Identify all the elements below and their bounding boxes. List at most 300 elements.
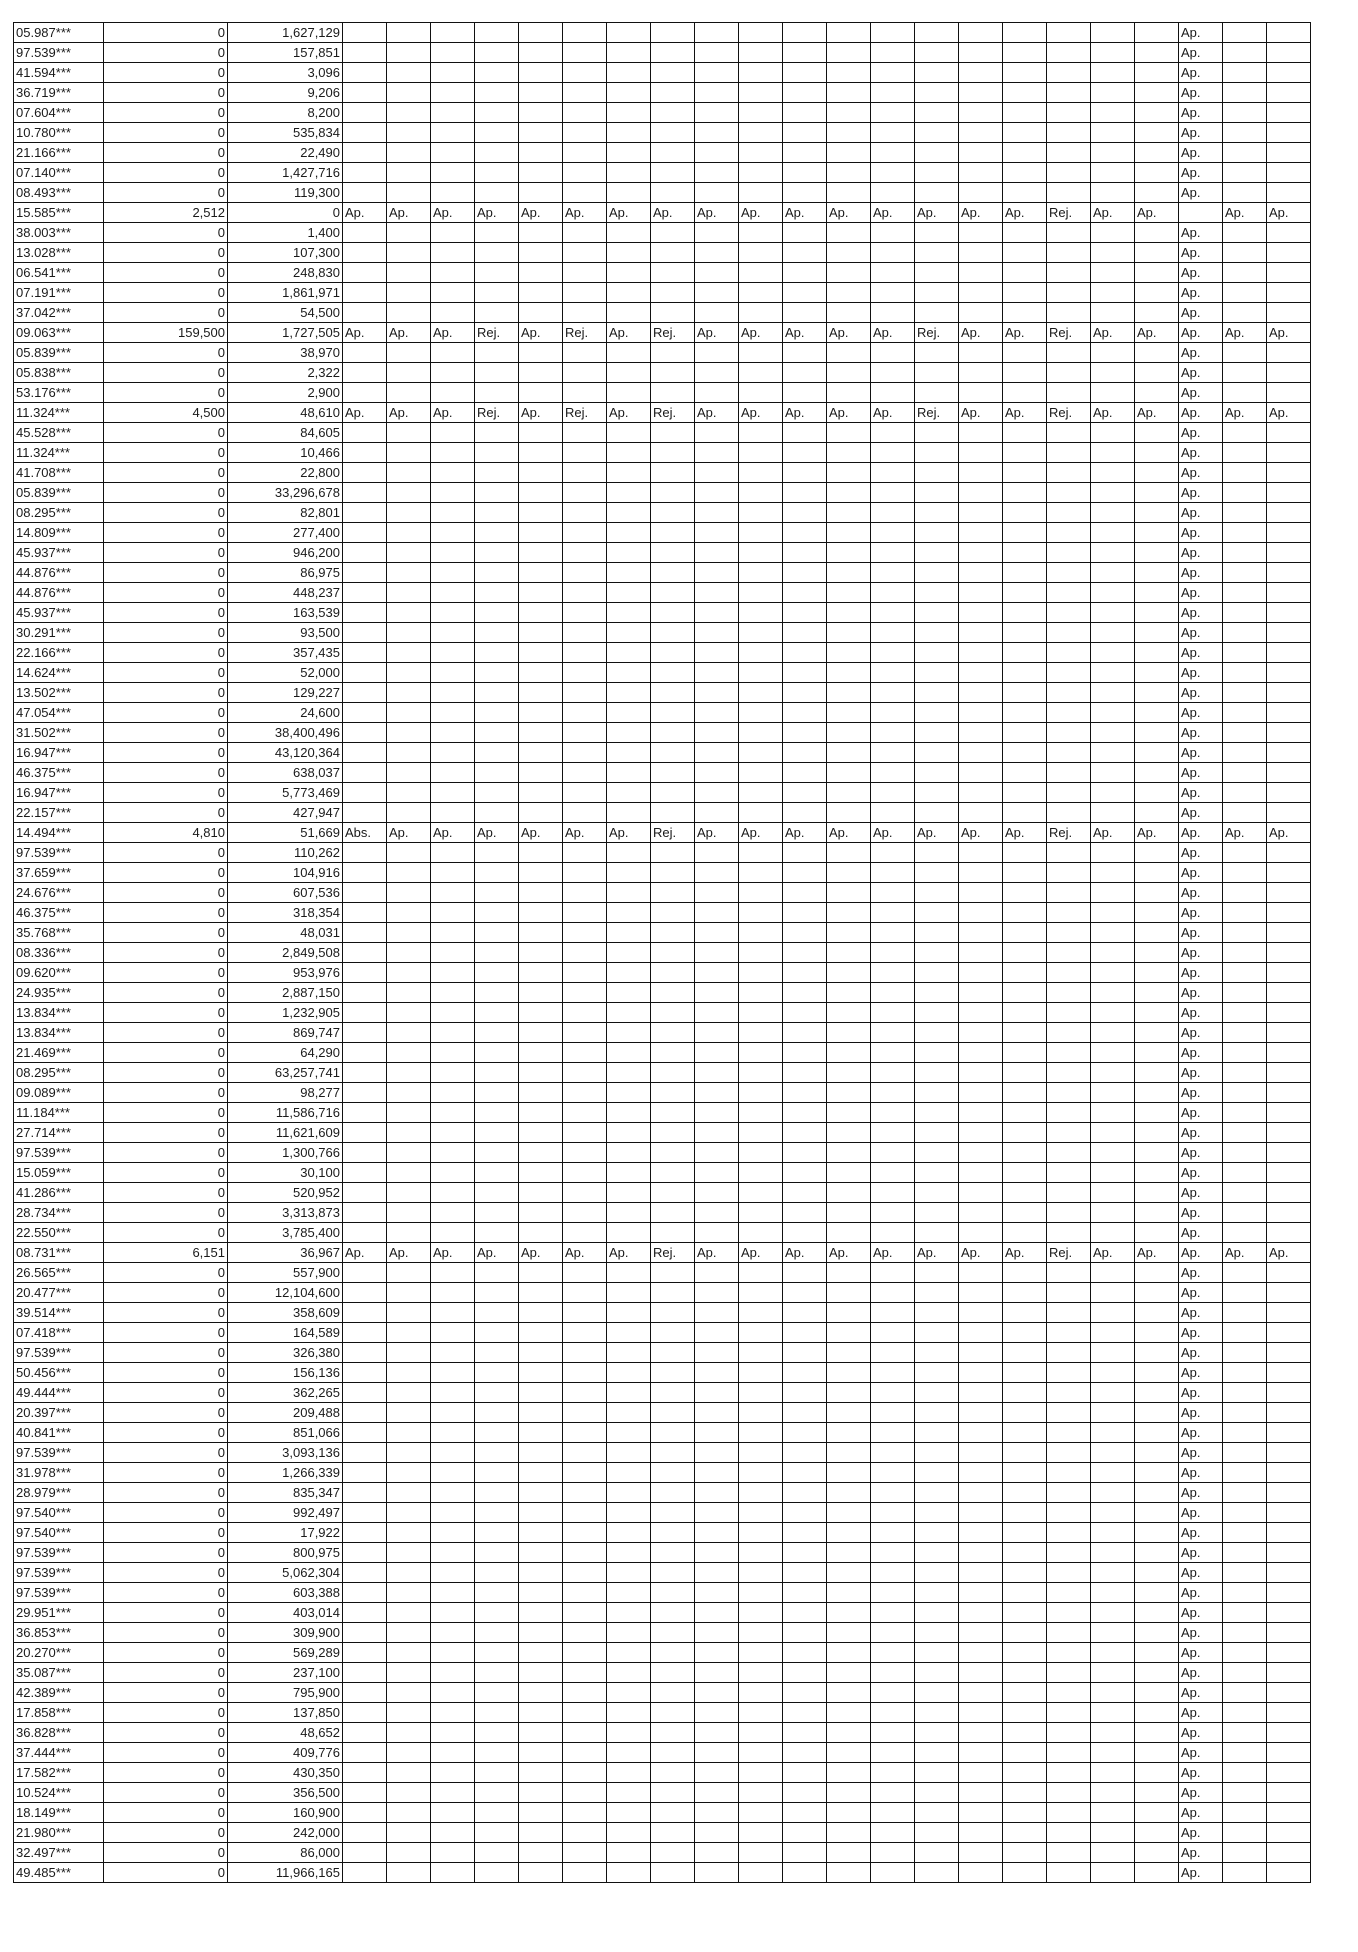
shares-b-cell: 110,262 bbox=[228, 843, 343, 863]
vote-cell bbox=[1091, 383, 1135, 403]
shares-b-cell: 535,834 bbox=[228, 123, 343, 143]
vote-cell: Ap. bbox=[1179, 643, 1223, 663]
vote-cell bbox=[519, 1563, 563, 1583]
vote-cell: Ap. bbox=[1179, 1683, 1223, 1703]
vote-cell bbox=[1267, 1023, 1311, 1043]
vote-cell bbox=[827, 1163, 871, 1183]
vote-cell bbox=[695, 1003, 739, 1023]
vote-cell bbox=[783, 1043, 827, 1063]
vote-cell bbox=[1223, 183, 1267, 203]
vote-cell: Ap. bbox=[1179, 1543, 1223, 1563]
vote-cell bbox=[695, 523, 739, 543]
vote-cell bbox=[783, 563, 827, 583]
vote-cell bbox=[695, 763, 739, 783]
vote-cell bbox=[431, 1083, 475, 1103]
vote-cell bbox=[915, 1163, 959, 1183]
shares-b-cell: 3,313,873 bbox=[228, 1203, 343, 1223]
vote-cell bbox=[343, 1083, 387, 1103]
holder-id-cell: 13.834*** bbox=[14, 1003, 104, 1023]
vote-cell bbox=[607, 1083, 651, 1103]
vote-cell bbox=[915, 1643, 959, 1663]
vote-cell bbox=[871, 363, 915, 383]
vote-cell bbox=[387, 623, 431, 643]
vote-cell: Ap. bbox=[739, 203, 783, 223]
vote-cell bbox=[915, 1783, 959, 1803]
vote-cell bbox=[1223, 463, 1267, 483]
shares-a-cell: 0 bbox=[104, 283, 228, 303]
vote-cell bbox=[607, 1823, 651, 1843]
vote-cell bbox=[827, 623, 871, 643]
vote-cell bbox=[1003, 603, 1047, 623]
vote-cell bbox=[1223, 1843, 1267, 1863]
vote-cell bbox=[739, 1023, 783, 1043]
vote-cell bbox=[915, 1303, 959, 1323]
vote-cell bbox=[1267, 1843, 1311, 1863]
vote-cell bbox=[431, 1723, 475, 1743]
vote-cell bbox=[1135, 1283, 1179, 1303]
vote-cell bbox=[1223, 1143, 1267, 1163]
table-row bbox=[14, 943, 1311, 963]
vote-cell bbox=[607, 543, 651, 563]
vote-cell bbox=[959, 843, 1003, 863]
vote-cell bbox=[651, 1643, 695, 1663]
vote-cell: Ap. bbox=[695, 323, 739, 343]
vote-cell bbox=[1091, 1203, 1135, 1223]
vote-cell bbox=[563, 623, 607, 643]
vote-cell bbox=[783, 263, 827, 283]
shares-a-cell: 0 bbox=[104, 1843, 228, 1863]
vote-cell bbox=[827, 1143, 871, 1163]
vote-cell bbox=[959, 1223, 1003, 1243]
shares-a-cell: 0 bbox=[104, 1443, 228, 1463]
vote-cell bbox=[783, 623, 827, 643]
vote-cell bbox=[1267, 383, 1311, 403]
vote-cell bbox=[695, 1223, 739, 1243]
vote-cell: Ap. bbox=[915, 1243, 959, 1263]
shares-a-cell: 0 bbox=[104, 563, 228, 583]
vote-cell bbox=[343, 623, 387, 643]
vote-cell bbox=[387, 1303, 431, 1323]
vote-cell bbox=[607, 583, 651, 603]
vote-cell bbox=[607, 923, 651, 943]
shares-b-cell: 607,536 bbox=[228, 883, 343, 903]
vote-cell bbox=[343, 63, 387, 83]
vote-cell bbox=[343, 1143, 387, 1163]
vote-cell bbox=[739, 523, 783, 543]
vote-cell bbox=[387, 1663, 431, 1683]
vote-cell bbox=[959, 1343, 1003, 1363]
vote-cell bbox=[739, 683, 783, 703]
shares-a-cell: 0 bbox=[104, 943, 228, 963]
vote-cell bbox=[1047, 363, 1091, 383]
vote-cell bbox=[827, 1223, 871, 1243]
shares-b-cell: 953,976 bbox=[228, 963, 343, 983]
vote-cell bbox=[827, 1323, 871, 1343]
vote-cell bbox=[827, 883, 871, 903]
vote-cell bbox=[1003, 1723, 1047, 1743]
vote-cell bbox=[959, 283, 1003, 303]
vote-cell bbox=[783, 1523, 827, 1543]
vote-cell bbox=[1047, 603, 1091, 623]
vote-cell bbox=[959, 923, 1003, 943]
holder-id-cell: 37.659*** bbox=[14, 863, 104, 883]
shares-a-cell: 0 bbox=[104, 1103, 228, 1123]
vote-cell bbox=[695, 1123, 739, 1143]
vote-cell bbox=[651, 243, 695, 263]
vote-cell bbox=[1135, 583, 1179, 603]
vote-cell bbox=[959, 363, 1003, 383]
vote-cell bbox=[1003, 1843, 1047, 1863]
vote-cell bbox=[959, 1463, 1003, 1483]
vote-cell bbox=[959, 1603, 1003, 1623]
vote-cell bbox=[1003, 1023, 1047, 1043]
vote-cell bbox=[343, 1803, 387, 1823]
vote-cell: Ap. bbox=[783, 203, 827, 223]
vote-cell bbox=[871, 1003, 915, 1023]
vote-cell bbox=[563, 23, 607, 43]
table-row bbox=[14, 1523, 1311, 1543]
vote-cell bbox=[607, 1163, 651, 1183]
holder-id-cell: 13.028*** bbox=[14, 243, 104, 263]
vote-cell bbox=[1135, 483, 1179, 503]
vote-cell bbox=[959, 1123, 1003, 1143]
table-row bbox=[14, 1023, 1311, 1043]
vote-cell bbox=[1047, 763, 1091, 783]
vote-cell bbox=[695, 1643, 739, 1663]
vote-cell bbox=[1135, 1343, 1179, 1363]
table-row bbox=[14, 1503, 1311, 1523]
vote-cell: Ap. bbox=[1179, 603, 1223, 623]
vote-cell bbox=[827, 463, 871, 483]
vote-cell bbox=[563, 1283, 607, 1303]
vote-cell bbox=[1223, 1383, 1267, 1403]
vote-cell bbox=[563, 303, 607, 323]
vote-cell bbox=[343, 1863, 387, 1883]
vote-cell bbox=[915, 1843, 959, 1863]
vote-cell bbox=[387, 763, 431, 783]
vote-cell: Ap. bbox=[827, 403, 871, 423]
holder-id-cell: 09.089*** bbox=[14, 1083, 104, 1103]
vote-cell bbox=[387, 643, 431, 663]
vote-cell bbox=[431, 563, 475, 583]
vote-cell bbox=[959, 1083, 1003, 1103]
vote-cell bbox=[827, 1003, 871, 1023]
vote-cell bbox=[519, 543, 563, 563]
vote-cell bbox=[343, 803, 387, 823]
vote-cell bbox=[915, 643, 959, 663]
table-row bbox=[14, 423, 1311, 443]
vote-cell bbox=[607, 1483, 651, 1503]
vote-cell bbox=[871, 623, 915, 643]
vote-cell bbox=[1003, 883, 1047, 903]
vote-cell bbox=[1267, 223, 1311, 243]
vote-cell bbox=[695, 63, 739, 83]
vote-cell bbox=[695, 1743, 739, 1763]
holder-id-cell: 29.951*** bbox=[14, 1603, 104, 1623]
vote-cell bbox=[827, 1043, 871, 1063]
vote-cell bbox=[1135, 443, 1179, 463]
vote-cell bbox=[1223, 783, 1267, 803]
vote-cell bbox=[475, 1623, 519, 1643]
vote-cell bbox=[959, 343, 1003, 363]
vote-cell bbox=[343, 1483, 387, 1503]
shares-a-cell: 0 bbox=[104, 443, 228, 463]
holder-id-cell: 15.585*** bbox=[14, 203, 104, 223]
table-row bbox=[14, 1803, 1311, 1823]
shares-a-cell: 0 bbox=[104, 183, 228, 203]
vote-cell: Ap. bbox=[1179, 1523, 1223, 1543]
vote-cell bbox=[475, 63, 519, 83]
vote-cell bbox=[431, 1863, 475, 1883]
vote-cell bbox=[1091, 1423, 1135, 1443]
shares-a-cell: 0 bbox=[104, 1143, 228, 1163]
vote-cell bbox=[1091, 183, 1135, 203]
vote-cell bbox=[1267, 243, 1311, 263]
vote-cell bbox=[563, 143, 607, 163]
vote-cell bbox=[1091, 463, 1135, 483]
vote-cell bbox=[651, 1363, 695, 1383]
vote-cell bbox=[739, 1743, 783, 1763]
shares-a-cell: 0 bbox=[104, 1303, 228, 1323]
vote-cell bbox=[563, 883, 607, 903]
vote-cell bbox=[1047, 703, 1091, 723]
shares-a-cell: 0 bbox=[104, 1063, 228, 1083]
vote-cell bbox=[519, 1383, 563, 1403]
vote-cell bbox=[343, 1343, 387, 1363]
shares-a-cell: 0 bbox=[104, 1643, 228, 1663]
vote-cell bbox=[695, 683, 739, 703]
vote-cell bbox=[1003, 1043, 1047, 1063]
vote-cell bbox=[475, 623, 519, 643]
table-row bbox=[14, 163, 1311, 183]
vote-cell bbox=[1047, 1203, 1091, 1223]
vote-cell bbox=[1223, 1263, 1267, 1283]
vote-cell bbox=[519, 643, 563, 663]
vote-cell bbox=[1047, 1643, 1091, 1663]
shares-a-cell: 0 bbox=[104, 463, 228, 483]
vote-cell bbox=[915, 163, 959, 183]
vote-cell: Ap. bbox=[827, 323, 871, 343]
table-row bbox=[14, 1763, 1311, 1783]
vote-cell bbox=[1223, 643, 1267, 663]
shares-a-cell: 0 bbox=[104, 1163, 228, 1183]
vote-cell bbox=[695, 543, 739, 563]
vote-cell bbox=[1047, 1663, 1091, 1683]
vote-cell: Ap. bbox=[1003, 403, 1047, 423]
shares-a-cell: 0 bbox=[104, 983, 228, 1003]
vote-cell bbox=[1135, 1063, 1179, 1083]
vote-cell bbox=[959, 783, 1003, 803]
vote-cell bbox=[651, 1103, 695, 1123]
vote-cell bbox=[475, 1743, 519, 1763]
vote-cell bbox=[783, 1543, 827, 1563]
vote-cell bbox=[783, 1503, 827, 1523]
vote-cell bbox=[607, 803, 651, 823]
vote-cell bbox=[475, 1583, 519, 1603]
vote-cell bbox=[1267, 983, 1311, 1003]
vote-cell bbox=[563, 1363, 607, 1383]
vote-cell bbox=[959, 1783, 1003, 1803]
vote-cell bbox=[343, 23, 387, 43]
shares-b-cell: 8,200 bbox=[228, 103, 343, 123]
vote-cell: Ap. bbox=[519, 403, 563, 423]
vote-cell bbox=[431, 1323, 475, 1343]
vote-cell bbox=[431, 1643, 475, 1663]
vote-cell bbox=[915, 1403, 959, 1423]
vote-cell bbox=[783, 423, 827, 443]
vote-cell bbox=[1223, 1483, 1267, 1503]
vote-cell bbox=[739, 1403, 783, 1423]
vote-cell bbox=[915, 1223, 959, 1243]
vote-cell bbox=[1003, 783, 1047, 803]
vote-cell bbox=[871, 1603, 915, 1623]
holder-id-cell: 17.582*** bbox=[14, 1763, 104, 1783]
vote-cell bbox=[431, 583, 475, 603]
vote-cell bbox=[651, 143, 695, 163]
vote-cell bbox=[1003, 163, 1047, 183]
shares-b-cell: 17,922 bbox=[228, 1523, 343, 1543]
vote-cell bbox=[343, 1763, 387, 1783]
holder-id-cell: 10.780*** bbox=[14, 123, 104, 143]
vote-cell bbox=[871, 523, 915, 543]
shares-b-cell: 851,066 bbox=[228, 1423, 343, 1443]
vote-cell: Ap. bbox=[827, 1243, 871, 1263]
vote-cell bbox=[607, 1763, 651, 1783]
vote-cell bbox=[343, 283, 387, 303]
vote-cell bbox=[343, 383, 387, 403]
vote-cell: Ap. bbox=[1179, 1363, 1223, 1383]
vote-cell bbox=[563, 1663, 607, 1683]
vote-cell bbox=[607, 423, 651, 443]
vote-cell bbox=[1267, 1303, 1311, 1323]
shares-a-cell: 0 bbox=[104, 543, 228, 563]
vote-cell bbox=[827, 1543, 871, 1563]
vote-cell bbox=[387, 783, 431, 803]
vote-cell bbox=[387, 83, 431, 103]
shares-a-cell: 0 bbox=[104, 623, 228, 643]
vote-cell bbox=[607, 103, 651, 123]
vote-cell bbox=[783, 363, 827, 383]
vote-cell bbox=[475, 983, 519, 1003]
vote-cell bbox=[959, 423, 1003, 443]
vote-cell bbox=[607, 1543, 651, 1563]
vote-cell bbox=[871, 1803, 915, 1823]
vote-cell bbox=[519, 23, 563, 43]
vote-cell bbox=[519, 243, 563, 263]
vote-cell bbox=[871, 803, 915, 823]
vote-cell bbox=[519, 1283, 563, 1303]
shares-a-cell: 0 bbox=[104, 1563, 228, 1583]
shares-a-cell: 0 bbox=[104, 803, 228, 823]
vote-cell bbox=[1135, 623, 1179, 643]
vote-cell: Ap. bbox=[1267, 203, 1311, 223]
vote-cell bbox=[1135, 1743, 1179, 1763]
table-row bbox=[14, 363, 1311, 383]
vote-cell bbox=[431, 1543, 475, 1563]
table-row bbox=[14, 1563, 1311, 1583]
vote-cell bbox=[695, 423, 739, 443]
vote-cell bbox=[827, 343, 871, 363]
vote-cell bbox=[387, 863, 431, 883]
vote-cell: Ap. bbox=[1179, 1823, 1223, 1843]
shares-b-cell: 48,031 bbox=[228, 923, 343, 943]
vote-cell bbox=[915, 483, 959, 503]
vote-cell bbox=[783, 1143, 827, 1163]
vote-cell bbox=[563, 603, 607, 623]
vote-cell bbox=[739, 643, 783, 663]
vote-cell bbox=[563, 783, 607, 803]
vote-cell bbox=[607, 1103, 651, 1123]
vote-cell bbox=[915, 1723, 959, 1743]
vote-cell: Ap. bbox=[1091, 823, 1135, 843]
vote-cell bbox=[1091, 603, 1135, 623]
vote-cell bbox=[563, 63, 607, 83]
vote-cell bbox=[695, 1423, 739, 1443]
vote-cell bbox=[343, 1103, 387, 1123]
vote-cell bbox=[827, 1283, 871, 1303]
vote-cell bbox=[959, 963, 1003, 983]
vote-cell bbox=[563, 163, 607, 183]
vote-cell: Ap. bbox=[431, 403, 475, 423]
vote-cell bbox=[651, 1623, 695, 1643]
vote-cell bbox=[651, 1503, 695, 1523]
vote-cell bbox=[739, 1483, 783, 1503]
vote-cell: Ap. bbox=[1179, 543, 1223, 563]
vote-cell bbox=[1003, 1623, 1047, 1643]
vote-cell bbox=[1223, 1523, 1267, 1543]
vote-cell bbox=[475, 1803, 519, 1823]
vote-cell bbox=[783, 1443, 827, 1463]
vote-cell bbox=[915, 703, 959, 723]
vote-cell bbox=[343, 1043, 387, 1063]
shares-a-cell: 0 bbox=[104, 763, 228, 783]
vote-cell bbox=[959, 1583, 1003, 1603]
vote-cell bbox=[1091, 1403, 1135, 1423]
vote-cell bbox=[1003, 1483, 1047, 1503]
vote-cell bbox=[607, 1383, 651, 1403]
vote-cell bbox=[387, 1423, 431, 1443]
vote-cell bbox=[739, 263, 783, 283]
vote-cell bbox=[651, 303, 695, 323]
vote-cell bbox=[695, 223, 739, 243]
vote-cell bbox=[959, 1283, 1003, 1303]
vote-cell bbox=[519, 743, 563, 763]
vote-cell bbox=[343, 1023, 387, 1043]
vote-cell bbox=[519, 143, 563, 163]
vote-cell bbox=[695, 1863, 739, 1883]
vote-cell bbox=[343, 943, 387, 963]
vote-cell bbox=[827, 223, 871, 243]
vote-cell: Ap. bbox=[1179, 1623, 1223, 1643]
vote-cell bbox=[607, 263, 651, 283]
vote-cell bbox=[783, 703, 827, 723]
vote-cell bbox=[827, 1023, 871, 1043]
shares-b-cell: 137,850 bbox=[228, 1703, 343, 1723]
vote-cell bbox=[1135, 23, 1179, 43]
vote-cell bbox=[1267, 1603, 1311, 1623]
vote-cell bbox=[739, 1083, 783, 1103]
vote-cell bbox=[387, 23, 431, 43]
vote-cell bbox=[739, 603, 783, 623]
vote-cell bbox=[739, 1123, 783, 1143]
vote-cell bbox=[739, 1503, 783, 1523]
vote-cell bbox=[783, 343, 827, 363]
vote-cell bbox=[607, 183, 651, 203]
vote-cell bbox=[1135, 163, 1179, 183]
shares-a-cell: 0 bbox=[104, 1823, 228, 1843]
vote-cell bbox=[959, 1483, 1003, 1503]
vote-cell bbox=[519, 103, 563, 123]
